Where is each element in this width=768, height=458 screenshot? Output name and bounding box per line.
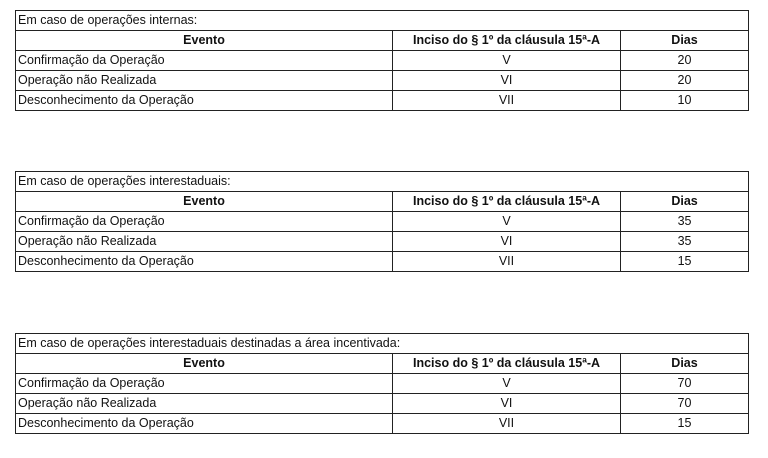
cell-inciso: VII	[393, 414, 621, 434]
table-operacoes-internas	[15, 10, 749, 111]
cell-evento: Desconhecimento da Operação	[16, 91, 393, 111]
cell-inciso: VI	[393, 394, 621, 414]
column-header-dias: Dias	[621, 31, 749, 51]
column-header-dias: Dias	[621, 354, 749, 374]
cell-evento: Confirmação da Operação	[16, 374, 393, 394]
cell-inciso: V	[393, 374, 621, 394]
cell-evento: Confirmação da Operação	[16, 212, 393, 232]
table-row	[16, 51, 749, 71]
table-row	[16, 71, 749, 91]
table-operacoes-interestaduais	[15, 171, 749, 272]
table-row	[16, 212, 749, 232]
column-header-evento: Evento	[16, 192, 393, 212]
cell-evento: Operação não Realizada	[16, 394, 393, 414]
cell-dias: 35	[621, 232, 749, 252]
table-row	[16, 414, 749, 434]
column-header-evento: Evento	[16, 31, 393, 51]
cell-evento: Operação não Realizada	[16, 232, 393, 252]
cell-dias: 15	[621, 252, 749, 272]
table-caption: Em caso de operações internas:	[16, 11, 749, 31]
table-row	[16, 394, 749, 414]
table-row	[16, 374, 749, 394]
cell-inciso: VI	[393, 232, 621, 252]
cell-inciso: V	[393, 51, 621, 71]
cell-inciso: VII	[393, 91, 621, 111]
cell-evento: Operação não Realizada	[16, 71, 393, 91]
cell-dias: 20	[621, 71, 749, 91]
column-header-evento: Evento	[16, 354, 393, 374]
table-caption: Em caso de operações interestaduais destinadas a área incentivada:	[16, 334, 749, 354]
column-header-inciso: Inciso do § 1º da cláusula 15ª-A	[393, 354, 621, 374]
cell-inciso: V	[393, 212, 621, 232]
column-header-inciso: Inciso do § 1º da cláusula 15ª-A	[393, 31, 621, 51]
cell-dias: 20	[621, 51, 749, 71]
cell-dias: 10	[621, 91, 749, 111]
table-row	[16, 252, 749, 272]
cell-inciso: VII	[393, 252, 621, 272]
cell-evento: Confirmação da Operação	[16, 51, 393, 71]
cell-dias: 70	[621, 374, 749, 394]
table-row	[16, 232, 749, 252]
cell-dias: 35	[621, 212, 749, 232]
table-row	[16, 91, 749, 111]
cell-dias: 70	[621, 394, 749, 414]
table-caption: Em caso de operações interestaduais:	[16, 172, 749, 192]
column-header-inciso: Inciso do § 1º da cláusula 15ª-A	[393, 192, 621, 212]
cell-evento: Desconhecimento da Operação	[16, 252, 393, 272]
table-operacoes-area-incentivada	[15, 333, 749, 434]
column-header-dias: Dias	[621, 192, 749, 212]
cell-dias: 15	[621, 414, 749, 434]
cell-inciso: VI	[393, 71, 621, 91]
cell-evento: Desconhecimento da Operação	[16, 414, 393, 434]
